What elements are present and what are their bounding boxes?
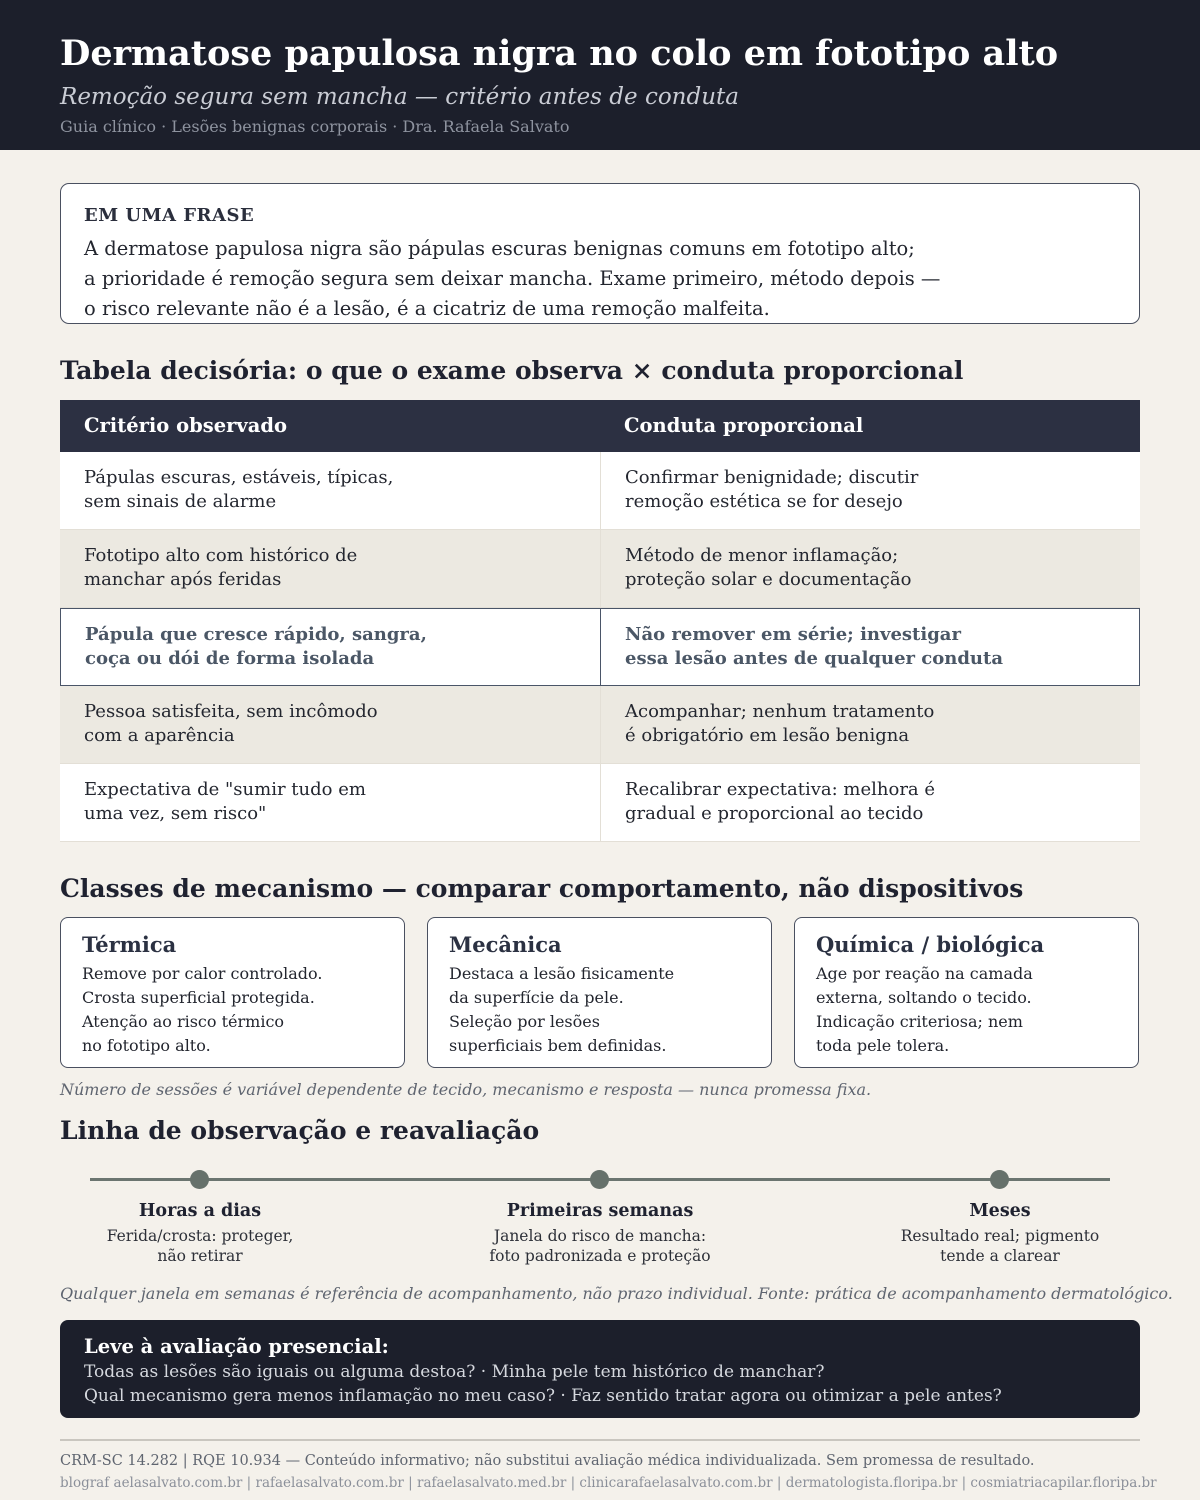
card-title: Térmica bbox=[82, 932, 177, 957]
timeline-line-text: não retirar bbox=[157, 1247, 243, 1265]
table-cell-conduct bbox=[600, 764, 1140, 841]
table-cell-criterion bbox=[60, 530, 600, 607]
timeline-dot bbox=[990, 1170, 1009, 1189]
timeline-step-desc bbox=[50, 1226, 350, 1266]
card-title: Química / biológica bbox=[816, 932, 1045, 957]
summary-line: o risco relevante não é a lesão, é a cicatriz de uma remoção malfeita. bbox=[84, 297, 770, 320]
mechanisms-title: Classes de mecanismo — comparar comportamento, não dispositivos bbox=[60, 874, 1024, 903]
page-header bbox=[0, 0, 1200, 150]
timeline-step bbox=[850, 1199, 1150, 1266]
table-header-row bbox=[60, 400, 1140, 452]
card-line: Seleção por lesões bbox=[449, 1012, 600, 1031]
card-line: Destaca a lesão fisicamente bbox=[449, 964, 675, 983]
summary-text bbox=[84, 234, 1116, 324]
table-cell-conduct bbox=[600, 452, 1140, 529]
cell-line: gradual e proporcional ao tecido bbox=[625, 803, 924, 824]
table-cell-criterion bbox=[60, 686, 600, 763]
card-text bbox=[449, 962, 750, 1058]
mechanism-card-chemical bbox=[794, 917, 1139, 1068]
card-line: Age por reação na camada bbox=[816, 964, 1033, 983]
timeline-dot bbox=[590, 1170, 609, 1189]
card-line: Remove por calor controlado. bbox=[82, 964, 323, 983]
decision-table-title: Tabela decisória: o que o exame observa × conduta proporcional bbox=[60, 356, 964, 385]
page-title: Dermatose papulosa nigra no colo em fototipo alto bbox=[60, 33, 1059, 74]
cell-line: Pessoa satisfeita, sem incômodo bbox=[84, 701, 378, 722]
table-cell-conduct bbox=[600, 530, 1140, 607]
card-line: toda pele tolera. bbox=[816, 1036, 950, 1055]
table-cell-conduct bbox=[600, 609, 1139, 685]
timeline-line-text: Ferida/crosta: proteger, bbox=[106, 1227, 294, 1245]
timeline-note: Qualquer janela em semanas é referência de acompanhamento, não prazo individual. Fonte: prática de acompanhamento dermatológico. bbox=[60, 1284, 1173, 1303]
timeline-step-title: Meses bbox=[969, 1201, 1031, 1221]
table-header-conduct: Conduta proporcional bbox=[624, 414, 864, 437]
card-line: Atenção ao risco térmico bbox=[82, 1012, 285, 1031]
summary-line: a prioridade é remoção segura sem deixar mancha. Exame primeiro, método depois — bbox=[84, 267, 941, 290]
card-title: Mecânica bbox=[449, 932, 562, 957]
cell-line: Confirmar benignidade; discutir bbox=[625, 467, 919, 488]
summary-label: EM UMA FRASE bbox=[84, 205, 255, 226]
card-text bbox=[82, 962, 383, 1058]
decision-table bbox=[60, 400, 1140, 842]
table-row bbox=[60, 452, 1140, 530]
cell-line: Acompanhar; nenhum tratamento bbox=[625, 701, 935, 722]
mechanism-card-thermal bbox=[60, 917, 405, 1068]
mechanism-card-mechanical bbox=[427, 917, 772, 1068]
table-row bbox=[60, 530, 1140, 608]
cell-line: manchar após feridas bbox=[84, 569, 282, 590]
cell-line: Método de menor inflamação; bbox=[625, 545, 899, 566]
timeline-line-text: Janela do risco de mancha: bbox=[493, 1227, 707, 1245]
consultation-box bbox=[60, 1320, 1140, 1418]
cell-line: Pápulas escuras, estáveis, típicas, bbox=[84, 467, 394, 488]
card-text bbox=[816, 962, 1117, 1058]
card-line: no fototipo alto. bbox=[82, 1036, 211, 1055]
card-line: Indicação criteriosa; nem bbox=[816, 1012, 1023, 1031]
cell-line: com a aparência bbox=[84, 725, 235, 746]
timeline-step-title: Horas a dias bbox=[138, 1201, 262, 1221]
cell-line: sem sinais de alarme bbox=[84, 491, 277, 512]
card-line: Crosta superficial protegida. bbox=[82, 988, 315, 1007]
table-header-criterion: Critério observado bbox=[84, 414, 287, 437]
table-cell-criterion bbox=[60, 452, 600, 529]
cell-line: remoção estética se for desejo bbox=[625, 491, 903, 512]
footer-disclaimer: CRM-SC 14.282 | RQE 10.934 — Conteúdo informativo; não substitui avaliação médica individualizada. Sem promessa de resultado. bbox=[60, 1453, 1035, 1469]
page-meta: Guia clínico · Lesões benignas corporais · Dra. Rafaela Salvato bbox=[60, 117, 570, 136]
cell-line: proteção solar e documentação bbox=[625, 569, 912, 590]
consultation-question-line: Todas as lesões são iguais ou alguma destoa? · Minha pele tem histórico de manchar? bbox=[84, 1362, 825, 1382]
cell-line: essa lesão antes de qualquer conduta bbox=[625, 648, 1003, 669]
cell-line: Não remover em série; investigar bbox=[625, 624, 961, 645]
table-row bbox=[60, 686, 1140, 764]
consultation-question-line: Qual mecanismo gera menos inflamação no meu caso? · Faz sentido tratar agora ou otimizar a pele antes? bbox=[84, 1386, 1002, 1406]
card-line: da superfície da pele. bbox=[449, 988, 624, 1007]
timeline-step-title: Primeiras semanas bbox=[506, 1201, 694, 1221]
summary-box bbox=[60, 183, 1140, 324]
footer-divider bbox=[60, 1439, 1140, 1441]
table-cell-conduct bbox=[600, 686, 1140, 763]
mechanism-cards bbox=[60, 917, 1140, 1068]
timeline bbox=[60, 1165, 1140, 1275]
table-row bbox=[60, 764, 1140, 842]
timeline-step-desc bbox=[450, 1226, 750, 1266]
consultation-title: Leve à avaliação presencial: bbox=[84, 1335, 389, 1358]
sessions-note: Número de sessões é variável dependente de tecido, mecanismo e resposta — nunca promessa fixa. bbox=[60, 1080, 872, 1099]
summary-line: A dermatose papulosa nigra são pápulas escuras benignas comuns em fototipo alto; bbox=[84, 237, 915, 260]
cell-line: Pápula que cresce rápido, sangra, bbox=[85, 624, 427, 645]
cell-line: Fototipo alto com histórico de bbox=[84, 545, 358, 566]
table-row-alert bbox=[60, 608, 1140, 686]
page-subtitle: Remoção segura sem mancha — critério antes de conduta bbox=[60, 84, 739, 110]
timeline-title: Linha de observação e reavaliação bbox=[60, 1116, 540, 1145]
table-cell-criterion bbox=[61, 609, 600, 685]
cell-line: é obrigatório em lesão benigna bbox=[625, 725, 910, 746]
footer-sites: blograf aelasalvato.com.br | rafaelasalvato.com.br | rafaelasalvato.med.br | clinicarafaelasalvato.com.br | dermatologista.floripa.br | cosmiatriacapilar.floripa.br bbox=[60, 1475, 1157, 1491]
cell-line: Expectativa de "sumir tudo em bbox=[84, 779, 366, 800]
timeline-step bbox=[450, 1199, 750, 1266]
timeline-step bbox=[50, 1199, 350, 1266]
cell-line: coça ou dói de forma isolada bbox=[85, 648, 375, 669]
timeline-line-text: Resultado real; pigmento bbox=[900, 1227, 1100, 1245]
table-cell-criterion bbox=[60, 764, 600, 841]
cell-line: Recalibrar expectativa: melhora é bbox=[625, 779, 936, 800]
timeline-line-text: tende a clarear bbox=[940, 1247, 1060, 1265]
timeline-line-text: foto padronizada e proteção bbox=[489, 1247, 711, 1265]
timeline-dot bbox=[190, 1170, 209, 1189]
timeline-step-desc bbox=[850, 1226, 1150, 1266]
card-line: superficiais bem definidas. bbox=[449, 1036, 667, 1055]
cell-line: uma vez, sem risco" bbox=[84, 803, 267, 824]
card-line: externa, soltando o tecido. bbox=[816, 988, 1032, 1007]
